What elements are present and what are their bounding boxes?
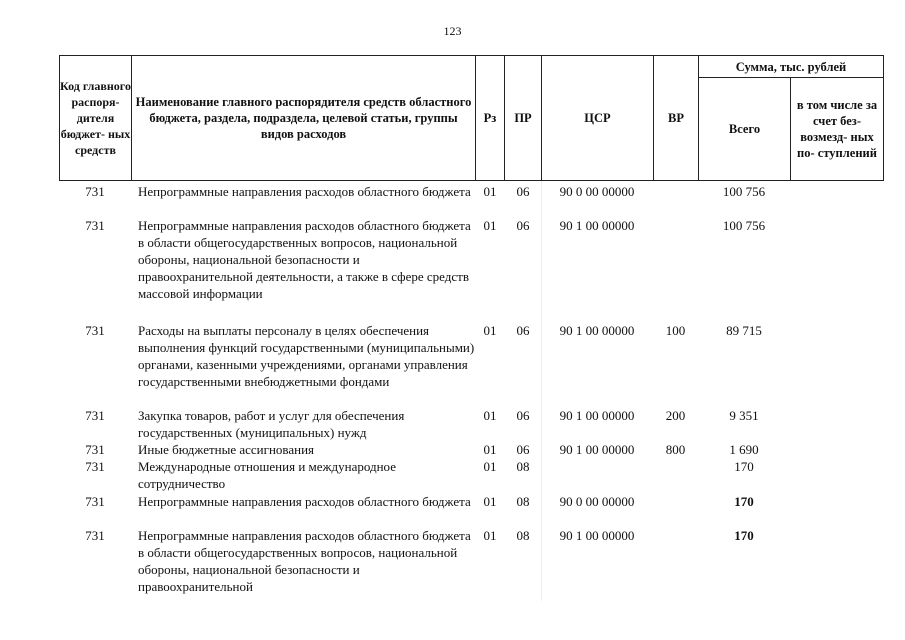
header-vtom: в том числе за счет без- возмезд- ных по- ступлений — [796, 98, 878, 160]
cell-kod: 731 — [85, 408, 105, 423]
cell-vr: 200 — [665, 408, 686, 423]
cell-name: Закупка товаров, работ и услуг для обеспечения государственных (муниципальных) нужд — [138, 408, 405, 440]
cell-csr: 90 1 00 00000 — [559, 323, 635, 338]
cell-pr: 06 — [516, 408, 530, 423]
cell-csr: 90 1 00 00000 — [559, 528, 635, 543]
cell-name: Иные бюджетные ассигнования — [138, 442, 315, 457]
cell-kod: 731 — [85, 184, 105, 199]
cell-kod: 731 — [85, 323, 105, 338]
cell-rz: 01 — [483, 494, 497, 509]
cell-kod: 731 — [85, 459, 105, 474]
cell-pr: 08 — [516, 494, 530, 509]
cell-csr: 90 1 00 00000 — [559, 442, 635, 457]
header-csr: ЦСР — [584, 111, 611, 125]
header-vr: ВР — [668, 111, 684, 125]
cell-csr: 90 1 00 00000 — [559, 408, 635, 423]
cell-rz: 01 — [483, 528, 497, 543]
header-bottom-border — [59, 180, 884, 181]
cell-vsego: 100 756 — [722, 218, 766, 233]
cell-kod: 731 — [85, 442, 105, 457]
page-number: 123 — [443, 24, 462, 38]
cell-name: Расходы на выплаты персоналу в целях обеспечения выполнения функций государственными (муниципальными) органами, казенными учреждениями, органами управления государственными внебюджетными фондами — [138, 323, 475, 389]
col-border — [790, 77, 791, 181]
cell-pr: 08 — [516, 528, 530, 543]
cell-kod: 731 — [85, 218, 105, 233]
cell-vsego: 170 — [734, 459, 754, 474]
cell-vr: 100 — [665, 323, 686, 338]
cell-rz: 01 — [483, 442, 497, 457]
cell-vsego: 9 351 — [729, 408, 759, 423]
cell-vsego: 170 — [734, 528, 754, 543]
header-name: Наименование главного распорядителя средств областного бюджета, раздела, подраздела, целевой статьи, группы видов расходов — [135, 95, 472, 141]
cell-name: Непрограммные направления расходов областного бюджета — [138, 184, 471, 199]
cell-kod: 731 — [85, 528, 105, 543]
cell-pr: 06 — [516, 184, 530, 199]
cell-name: Непрограммные направления расходов областного бюджета — [138, 494, 471, 509]
cell-rz: 01 — [483, 218, 497, 233]
cell-csr: 90 1 00 00000 — [559, 218, 635, 233]
cell-csr: 90 0 00 00000 — [559, 184, 635, 199]
cell-vsego: 89 715 — [726, 323, 762, 338]
header-vsego: Всего — [728, 122, 761, 136]
cell-vsego: 1 690 — [729, 442, 759, 457]
cell-vsego: 170 — [734, 494, 754, 509]
cell-rz: 01 — [483, 459, 497, 474]
cell-rz: 01 — [483, 408, 497, 423]
cell-name: Непрограммные направления расходов областного бюджета в области общегосударственных вопросов, национальной обороны, национальной безопасности и правоохранительной — [138, 528, 471, 594]
cell-vsego: 100 756 — [722, 184, 766, 199]
cell-rz: 01 — [483, 323, 497, 338]
cell-kod: 731 — [85, 494, 105, 509]
header-kod: Код главного распоря- дителя бюджет- ных средств — [60, 79, 131, 157]
header-pr: ПР — [514, 111, 532, 125]
cell-pr: 06 — [516, 442, 530, 457]
cell-pr: 06 — [516, 323, 530, 338]
cell-pr: 08 — [516, 459, 530, 474]
cell-pr: 06 — [516, 218, 530, 233]
cell-csr: 90 0 00 00000 — [559, 494, 635, 509]
col-border — [883, 55, 884, 181]
header-rz: Рз — [483, 111, 497, 125]
header-summa: Сумма, тыс. рублей — [735, 59, 847, 74]
cell-rz: 01 — [483, 184, 497, 199]
col-border — [131, 55, 132, 181]
cell-name: Международные отношения и международное сотрудничество — [138, 459, 396, 491]
cell-name: Непрограммные направления расходов областного бюджета в области общегосударственных вопросов, национальной обороны, национальной безопасности и правоохранительной деятельности, а также в сфере средств массовой информации — [138, 218, 471, 301]
cell-vr: 800 — [665, 442, 686, 457]
